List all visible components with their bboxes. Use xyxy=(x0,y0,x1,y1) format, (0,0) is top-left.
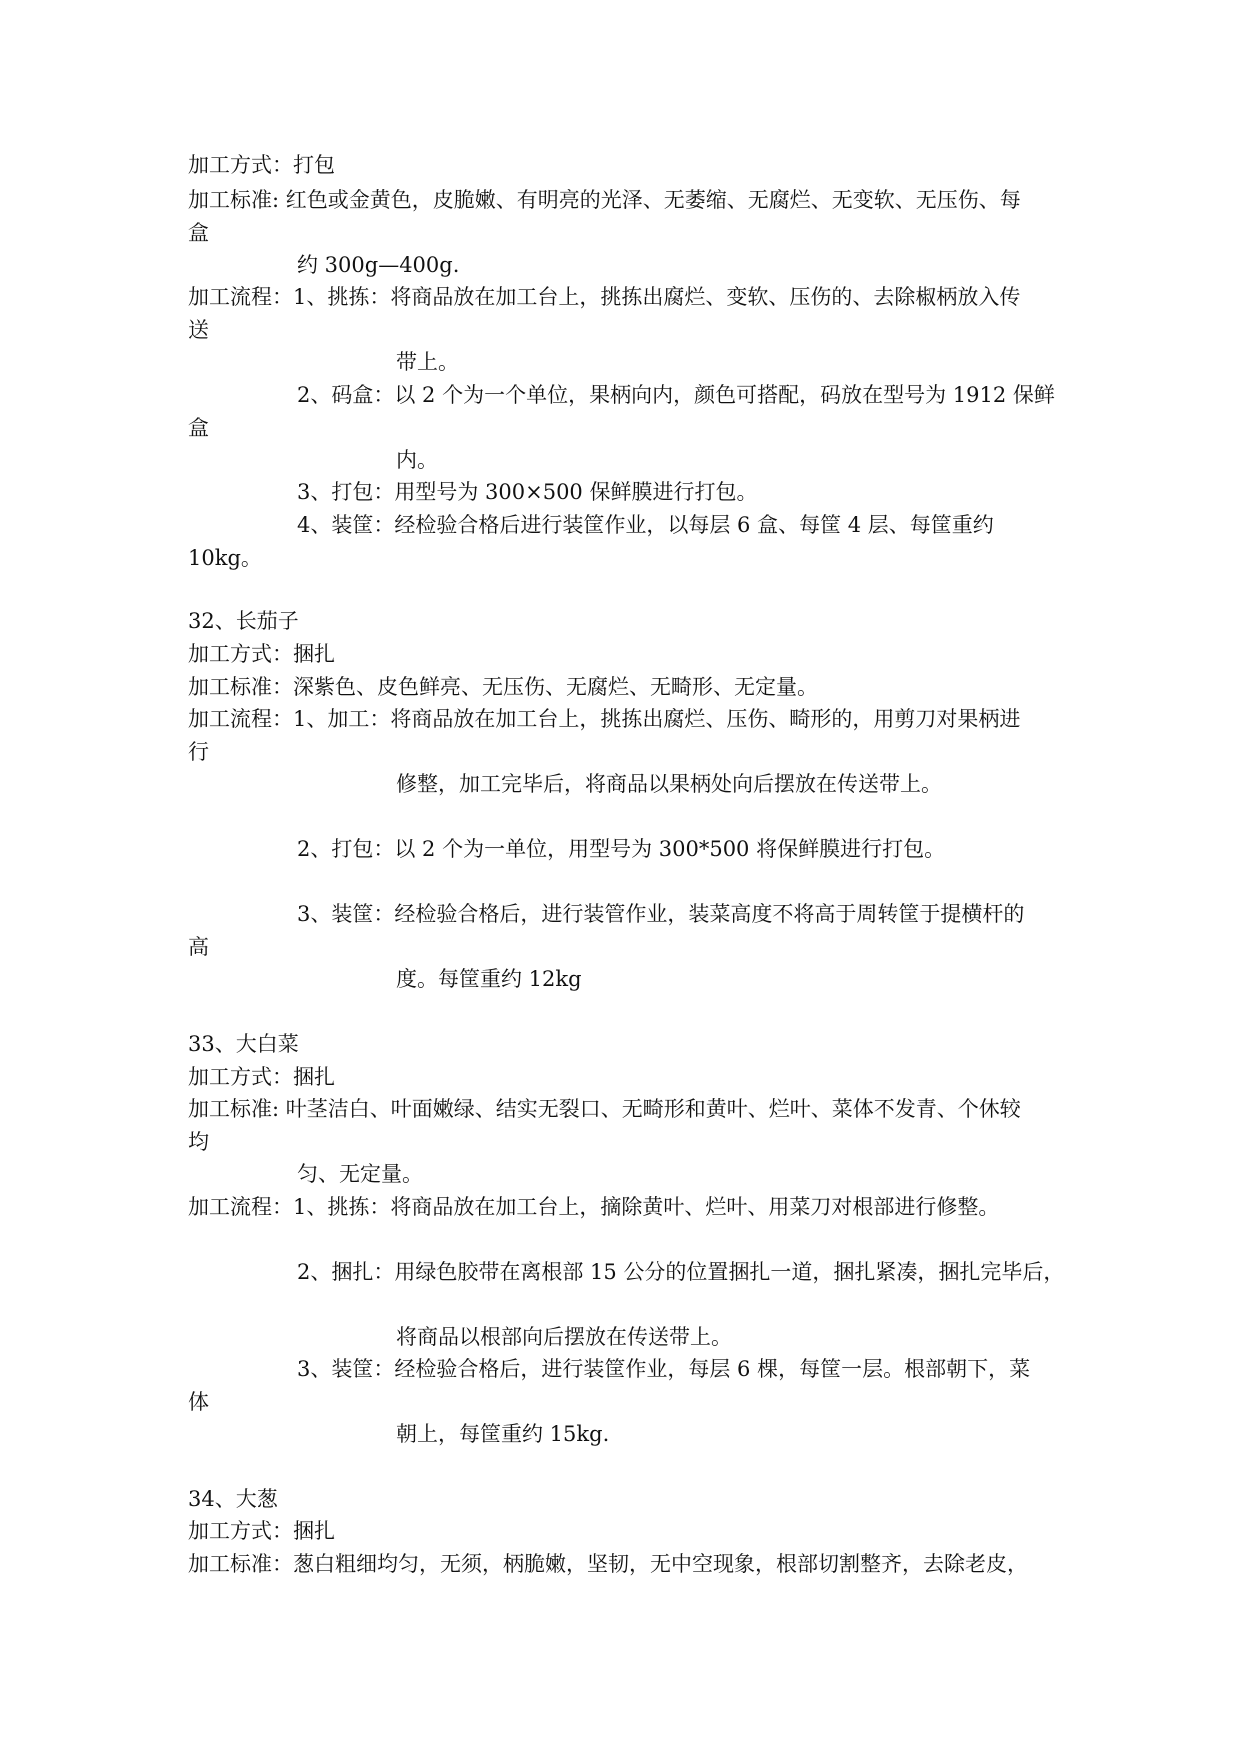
processing-method: 加工方式：捆扎 xyxy=(188,1065,335,1089)
process-step-3: 3、装筐：经检验合格后，进行装管作业，装菜高度不将高于周转筐于提横杆的 xyxy=(297,902,1025,926)
process-step-3: 3、打包：用型号为 300×500 保鲜膜进行打包。 xyxy=(297,480,758,504)
process-step-1-cont: 修整，加工完毕后，将商品以果柄处向后摆放在传送带上。 xyxy=(396,772,942,796)
process-step-3-wrap: 体 xyxy=(188,1390,209,1414)
process-step-2: 2、码盒：以 2 个为一个单位，果柄向内，颜色可搭配，码放在型号为 1912 保鲜 xyxy=(297,383,1055,407)
process-step-1: 加工流程：1、加工：将商品放在加工台上，挑拣出腐烂、压伤、畸形的，用剪刀对果柄进 xyxy=(188,707,1021,731)
process-step-1: 加工流程：1、挑拣：将商品放在加工台上，摘除黄叶、烂叶、用菜刀对根部进行修整。 xyxy=(188,1195,1000,1219)
section-title: 33、大白菜 xyxy=(188,1032,299,1056)
processing-method: 加工方式：捆扎 xyxy=(188,1519,335,1543)
process-step-1-wrap: 行 xyxy=(188,740,209,764)
process-step-3: 3、装筐：经检验合格后，进行装筐作业，每层 6 棵，每筐一层。根部朝下，菜 xyxy=(297,1357,1031,1381)
process-step-1-cont: 带上。 xyxy=(396,350,459,374)
processing-standard: 加工标准: 红色或金黄色，皮脆嫩、有明亮的光泽、无萎缩、无腐烂、无变软、无压伤、每 xyxy=(188,188,1021,212)
process-step-3-cont: 度。每筐重约 12kg xyxy=(396,967,582,991)
processing-standard: 加工标准：葱白粗细均匀，无须，柄脆嫩，坚韧，无中空现象，根部切割整齐，去除老皮， xyxy=(188,1552,1028,1576)
process-step-1: 加工流程：1、挑拣：将商品放在加工台上，挑拣出腐烂、变软、压伤的、去除椒柄放入传 xyxy=(188,285,1021,309)
process-step-1-wrap: 送 xyxy=(188,318,209,342)
processing-standard-wrap: 均 xyxy=(188,1130,209,1154)
process-step-2-cont: 内。 xyxy=(396,448,438,472)
process-step-4: 4、装筐：经检验合格后进行装筐作业，以每层 6 盒、每筐 4 层、每筐重约 xyxy=(297,513,994,537)
process-step-2: 2、捆扎：用绿色胶带在离根部 15 公分的位置捆扎一道，捆扎紧凑，捆扎完毕后， xyxy=(297,1260,1065,1284)
processing-standard-cont: 约 300g—400g. xyxy=(297,253,460,277)
process-step-4-wrap: 10kg。 xyxy=(188,546,262,570)
processing-standard: 加工标准：深紫色、皮色鲜亮、无压伤、无腐烂、无畸形、无定量。 xyxy=(188,675,818,699)
processing-method: 加工方式：打包 xyxy=(188,153,335,177)
section-title: 32、长茄子 xyxy=(188,609,299,633)
processing-standard: 加工标准: 叶茎洁白、叶面嫩绿、结实无裂口、无畸形和黄叶、烂叶、菜体不发青、个休较 xyxy=(188,1097,1021,1121)
process-step-2: 2、打包：以 2 个为一单位，用型号为 300*500 将保鲜膜进行打包。 xyxy=(297,837,946,861)
processing-standard-wrap: 盒 xyxy=(188,221,209,245)
process-step-3-cont: 朝上，每筐重约 15kg. xyxy=(396,1422,610,1446)
processing-standard-cont: 匀、无定量。 xyxy=(297,1162,423,1186)
processing-method: 加工方式：捆扎 xyxy=(188,642,335,666)
process-step-2-cont: 将商品以根部向后摆放在传送带上。 xyxy=(396,1325,732,1349)
section-title: 34、大葱 xyxy=(188,1487,278,1511)
process-step-2-wrap: 盒 xyxy=(188,416,209,440)
process-step-3-wrap: 高 xyxy=(188,935,209,959)
